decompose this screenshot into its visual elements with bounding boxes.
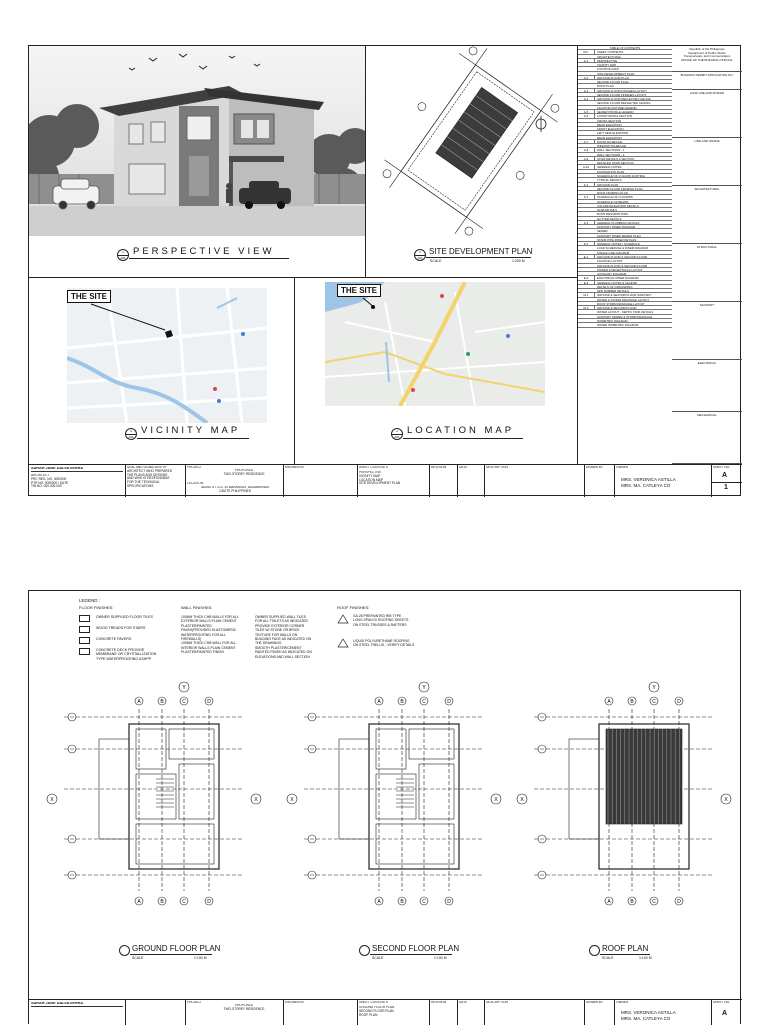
toc-row-text: WATER LAYOUT - SEPTIC TANK DETAILS bbox=[597, 310, 654, 315]
toc-row-text: SANITARY RISER SEWER PLAN bbox=[597, 233, 641, 238]
category-block: BUILDING PERMIT APPLICATION NO. bbox=[672, 72, 742, 90]
architect-name: SARAH JANE DALVATIERRA bbox=[31, 467, 123, 472]
category-block: ARCHITECTURAL bbox=[672, 186, 742, 244]
perspective-panel bbox=[29, 46, 366, 278]
location-map bbox=[325, 282, 545, 406]
person bbox=[226, 183, 232, 203]
toc-row-text: SCHEDULE OF COLUMN FOOTING bbox=[597, 173, 645, 178]
toc-row-text: SCHEDULE OF BEAMS bbox=[597, 199, 629, 204]
owner-label-2: OWNER bbox=[616, 1001, 629, 1004]
date-label: DATE bbox=[459, 466, 468, 469]
toc-row-text: ROOF PLAN bbox=[597, 84, 614, 89]
grid-label: C bbox=[652, 899, 656, 905]
toc-row-text: FRONT ELEVATION bbox=[597, 127, 624, 132]
toc-row-text: SECOND FLOOR FINISHES LAYOUT bbox=[597, 92, 647, 97]
drawing-sheet-1 bbox=[28, 45, 741, 496]
grid-axis-x-label: X bbox=[494, 797, 498, 803]
toc-row-text: GENERAL PLUMBING DETAILS bbox=[597, 220, 640, 225]
vicinity-panel bbox=[29, 278, 295, 464]
floor-legend-text: CONCRETE DECK PROVIDE MEMBRANE OR CRYSTALLIZATION TYPE WATERPROOFING ASHPP bbox=[96, 648, 157, 661]
location-underline bbox=[403, 438, 523, 439]
project-label-2: PROJECT bbox=[187, 1001, 202, 1004]
toc-row-text: STAND PIPE RISER DETAILS bbox=[597, 237, 637, 242]
toc-row-number: M-2 bbox=[578, 306, 595, 310]
grid-axis-y-label: Y bbox=[652, 685, 656, 691]
site-ref-bubble: 2 A01 bbox=[414, 249, 426, 261]
plan-scale-value: 1:100 M bbox=[434, 956, 447, 960]
location-title: LOCATION MAP bbox=[407, 425, 515, 436]
toc-row-text: REAR ELEVATION bbox=[597, 122, 622, 127]
drawn-by-label-2: DRAWN BY bbox=[586, 1001, 604, 1004]
toc-row-number: A-9 bbox=[578, 157, 595, 161]
plan-scale-label: SCALE bbox=[602, 956, 614, 960]
plan-title-underline bbox=[130, 954, 212, 955]
grid-label: A bbox=[377, 899, 381, 905]
grid-label: D bbox=[447, 699, 451, 705]
grid-axis-x-label: X bbox=[290, 797, 294, 803]
category-list bbox=[672, 46, 742, 464]
north-arrow-icon bbox=[536, 116, 546, 132]
roof-item-2: LIQUID POLYURETHANE ROOFING ON STEEL TRELLIS - VERIFY DETAILS bbox=[353, 639, 415, 648]
toc-row-text: DOOR SCHEDULE bbox=[597, 139, 623, 144]
category-block: STRUCTURAL bbox=[672, 244, 742, 302]
grid-label: D bbox=[447, 899, 451, 905]
site-plan-drawing bbox=[366, 46, 577, 236]
wall-finishes-col1: 100MM THICK CHB WALLS FOR ALL EXTERIOR WALLS PLAIN CEMENT PLASTER/PAINTED FINISH(PROVIDED ELASTOMERIC WATERPROOFING FOR ALL FIREWALLS) 100MM THICK CHB WALL FOR ALL INTERIOR WALLS PLAIN CEMENT PLASTER/PAINTED FINISH bbox=[181, 615, 239, 655]
vicinity-underline bbox=[137, 438, 249, 439]
toc-row-text: COLUMN ELEVATION DETAILS bbox=[597, 203, 639, 208]
sheet-letter-2: A bbox=[722, 1010, 728, 1017]
toc-row-text: GENERAL NOTES / SCHEDULE bbox=[597, 242, 640, 247]
plan-title: GROUND FLOOR PLAN bbox=[132, 944, 221, 953]
legend-swatch-icon bbox=[79, 626, 90, 633]
plan-drawing bbox=[514, 679, 734, 939]
drawing-sheet-2 bbox=[28, 590, 741, 1024]
toc-row-text: STAIR DETAILS & SECTION bbox=[597, 156, 635, 161]
toc-row-number: A-6 bbox=[578, 114, 595, 118]
plan-ref-bubble bbox=[359, 945, 370, 956]
grid-label: C bbox=[182, 899, 186, 905]
perspective-title: PERSPECTIVE VIEW bbox=[133, 246, 275, 257]
grid-axis-x-label: X bbox=[254, 797, 258, 803]
grid-axis-x-label: X bbox=[50, 797, 54, 803]
floor-legend-item bbox=[79, 626, 145, 633]
grid-axis-x-label: X bbox=[520, 797, 524, 803]
owner-name: MRS. VERONICA ASTILLA MRS. MA. CATLEYA CO bbox=[621, 477, 676, 488]
sheet-no-label-2: SHEET NO. bbox=[713, 1001, 731, 1004]
toc-row-number: A-1 bbox=[578, 59, 595, 63]
toc-row-text: SEWER bbox=[597, 229, 608, 234]
toc-row-number: E-2 bbox=[578, 276, 595, 280]
location-site-label: THE SITE bbox=[337, 284, 381, 297]
toc-row-number: A-3 bbox=[578, 89, 595, 93]
plan-drawing bbox=[44, 679, 264, 939]
toc-row-text: SINGLE LINE DIAGRAM bbox=[597, 250, 630, 255]
toc-row-number: S-3 bbox=[578, 221, 595, 225]
sheet-number: 1 bbox=[724, 484, 728, 491]
location-label: LOCATION bbox=[187, 482, 204, 485]
toc-row-text: GENERAL NOTES & LEGEND bbox=[597, 280, 637, 285]
plan-ref-bubble bbox=[119, 945, 130, 956]
toc-row-text: VICINITY MAP bbox=[597, 63, 617, 68]
grid-label: A bbox=[137, 699, 141, 705]
floor-finishes-title: FLOOR FINISHES: bbox=[79, 605, 114, 610]
toc-row-number: E-1 bbox=[578, 255, 595, 259]
plan-ref-bubble bbox=[589, 945, 600, 956]
revision-label: REVISION bbox=[431, 466, 447, 469]
architect-name-2: SARAH JANE DALVATIERRA bbox=[31, 1002, 123, 1007]
grid-label: A bbox=[607, 899, 611, 905]
location-pointer bbox=[361, 296, 381, 310]
sheet-no-label: SHEET NO. bbox=[713, 466, 731, 469]
grid-label: D bbox=[207, 699, 211, 705]
grid-axis-y-label: Y bbox=[182, 685, 186, 691]
location-text: TAGBO ST. LOT 20 BARANGAY, DASMARIÑAS, CAVITE PHILIPPINES bbox=[200, 486, 270, 493]
toc-row-text: PERSPECTIVE bbox=[597, 58, 618, 63]
toc-row-text: WATER & STORM DRAINAGE LAYOUT bbox=[597, 297, 650, 302]
location-ref-bubble: 4 A01 bbox=[391, 428, 403, 440]
toc-row-text: TYPICAL DETAILS bbox=[597, 178, 622, 183]
toc-row-text: REAR ELEVATION bbox=[597, 135, 622, 140]
date-label-2: DATE bbox=[459, 1001, 468, 1004]
toc-row-text: CROSS SECTION bbox=[597, 118, 621, 123]
site-dev-underline bbox=[426, 257, 531, 258]
toc-row-number: A-5 bbox=[578, 110, 595, 114]
toc-row-text: SECOND FLOOR REFLECTED CEILING bbox=[597, 101, 651, 106]
roof-item-1: GA.26 PREPAINTED RIB TYPE LONG SPAN GI ROOFING SHEETS ON STEEL TRUSSES & RAFTERS bbox=[353, 614, 409, 627]
plan-scale-label: SCALE bbox=[132, 956, 144, 960]
toc-row-text: GROUND FLOOR & SECOND FLOOR bbox=[597, 255, 648, 260]
toc-row-text: GROUND FLOOR REFLECTED CEILING bbox=[597, 97, 651, 102]
toc-row-text: SEWER PROFILE LEGEND bbox=[597, 109, 634, 114]
title-block-2 bbox=[29, 1000, 742, 1025]
sheet-letter: A bbox=[722, 472, 728, 479]
project-name: PROPOSED TWO-STOREY RESIDENCE bbox=[223, 469, 265, 476]
toc-row-text: LEFT SIDE ELEVATION bbox=[597, 131, 629, 136]
permit-categories bbox=[672, 46, 742, 464]
location-panel bbox=[295, 278, 577, 464]
toc-row-number: A-7 bbox=[578, 140, 595, 144]
project-label: PROJECT bbox=[187, 466, 202, 469]
plan-scale-value: 1:100 M bbox=[194, 956, 207, 960]
toc-row-text: POWER & RECEPTACLE LAYOUT bbox=[597, 267, 643, 272]
perspective-render bbox=[29, 46, 365, 236]
grid-label: B bbox=[160, 699, 164, 705]
description-label: DESCRIPTION bbox=[486, 466, 508, 469]
grid-label: C bbox=[182, 699, 186, 705]
grid-axis-x-label: X bbox=[724, 797, 728, 803]
legend-swatch-icon bbox=[79, 648, 90, 655]
plan-title: SECOND FLOOR PLAN bbox=[372, 944, 460, 953]
toc-row-text: WALL SECTIONS - 2 bbox=[597, 152, 625, 157]
category-block: LINE AND GRADE bbox=[672, 138, 742, 186]
site-dev-scale-value: 1:200 M bbox=[512, 259, 525, 263]
engineers-label: ENGINEERS bbox=[285, 466, 304, 469]
revision-label-2: REVISION bbox=[431, 1001, 447, 1004]
grid-label: B bbox=[400, 899, 404, 905]
category-block: SANITARY bbox=[672, 302, 742, 360]
roof-note-icon-1 bbox=[337, 614, 349, 624]
floor-legend-item bbox=[79, 615, 153, 622]
toc-row-text: GENERAL NOTES bbox=[597, 165, 622, 170]
category-block: LAND USE AND ZONING bbox=[672, 90, 742, 138]
architect-details: ARCHITECT PRC REG. NO. 0000000 PTR NO. 0000000 / DATE TIN NO. 000-000-000 bbox=[31, 474, 69, 489]
legend-title: LEGEND : bbox=[79, 598, 101, 603]
toc-row-number: M-1 bbox=[578, 293, 595, 297]
grid-label: D bbox=[677, 899, 681, 905]
grid-label: D bbox=[207, 899, 211, 905]
grid-axis-y-label: Y bbox=[422, 685, 426, 691]
category-block: MECHANICAL bbox=[672, 412, 742, 464]
plan-title-underline bbox=[600, 954, 650, 955]
roof-finishes-title: ROOF FINISHES: bbox=[337, 605, 370, 610]
description-label-2: DESCRIPTION bbox=[486, 1001, 508, 1004]
toc-row-text: WALL SECTIONS - 1 bbox=[597, 148, 625, 153]
toc-row-text: GROUND FLOOR FINISHES LAYOUT bbox=[597, 88, 647, 93]
toc-row-text: SECOND FLOOR PLAN bbox=[597, 80, 629, 85]
vicinity-pointer bbox=[89, 302, 169, 334]
plan-drawing bbox=[284, 679, 504, 939]
toc-row-text: ARCHITECTURAL bbox=[597, 54, 622, 59]
title-block-1 bbox=[29, 465, 742, 497]
toc-header: NO. SHEET CONTENTS bbox=[578, 50, 672, 54]
category-block: ELECTRICAL bbox=[672, 360, 742, 412]
toc-row-number: S-2 bbox=[578, 195, 595, 199]
grid-label: C bbox=[422, 699, 426, 705]
plan-panel bbox=[514, 679, 734, 969]
floor-legend-text: WOOD TREADS FOR STAIRS bbox=[96, 626, 146, 630]
toc-row-text: FOUNDATION PLAN bbox=[597, 169, 625, 174]
toc-row-text: DETAILED STAIR SECTION bbox=[597, 161, 634, 166]
toc-row-text: ROOF FRAMING PLAN bbox=[597, 191, 628, 196]
plan-scale-value: 1:100 M bbox=[639, 956, 652, 960]
floor-legend-text: CONCRETE PAVERS bbox=[96, 637, 132, 641]
site-development-panel bbox=[366, 46, 577, 278]
grid-label: C bbox=[422, 899, 426, 905]
grid-label: B bbox=[630, 899, 634, 905]
toc-row-number: E-3 bbox=[578, 281, 595, 285]
site-dev-scale-label: SCALE bbox=[430, 259, 442, 263]
toc-row-text: GROUND & SECOND FLOOR bbox=[597, 306, 637, 311]
toc-row-text: SPD NUMBER DETAILS bbox=[597, 289, 629, 294]
seal-notes: SEAL AND SIGNATURE OF ARCHITECT WHO PREPARED THE PLANS AND DESIGNS AND WHO IS RESPONSIBLE FOR THE TECHNICAL SPECIFICATIONS bbox=[127, 466, 173, 488]
toc-row-text: ROOF STORM DRAINAGE LAYOUT bbox=[597, 301, 645, 306]
toc-row-number: A-4 bbox=[578, 97, 595, 101]
toc-row-text: LIGHTING LAYOUT bbox=[597, 259, 623, 264]
wall-finishes-title: WALL FINISHES: bbox=[181, 605, 213, 610]
engineers-label-2: ENGINEERS bbox=[285, 1001, 304, 1004]
wall-finishes-col2: OWNER SUPPLIED WALL TILES FOR ALL TOILETS AS INDICATED PROVIDE EXTERIOR CORNER TILES W/ STONE OR BRICK TEXTURE FOR WALLS ON BUILDING FACE AS INDICATED ON THE DRAWINGS SMOOTH PLASTER/CEMENT PAINTED FINISH AS INDICATED ON ELEVATIONS AND WALL SECTION bbox=[255, 615, 312, 659]
owner-name-2: MRS. VERONICA ASTILLA MRS. MA. CATLEYA CO bbox=[621, 1010, 676, 1021]
vicinity-title: VICINITY MAP bbox=[141, 425, 241, 436]
sheet-contents: PERSPECTIVE VICINITY MAP LOCATION MAP SITE DEVELOPMENT PLAN bbox=[359, 471, 401, 486]
toc-row-text: SECOND FLOOR FRAMING PLAN bbox=[597, 186, 643, 191]
toc-row-text: ISOMETRIC DIAGRAM bbox=[597, 319, 628, 323]
perspective-ref-bubble: 1 A01 bbox=[117, 249, 129, 261]
plan-panel bbox=[284, 679, 504, 969]
toc-row-text: AUXILIARY DIAGRAM bbox=[597, 272, 627, 277]
vicinity-site-label: THE SITE bbox=[67, 290, 111, 303]
toc-row-text: WATER ISOMETRIC DIAGRAM bbox=[597, 323, 639, 328]
grid-label: A bbox=[377, 699, 381, 705]
toc-row-number: P-1 bbox=[578, 242, 595, 246]
legend-swatch-icon bbox=[79, 615, 90, 622]
toc-row-number: S-1 bbox=[578, 183, 595, 187]
toc-row-text: LIGHTING FIXTURE LEGEND bbox=[597, 105, 637, 110]
owner-label: OWNER bbox=[616, 466, 629, 469]
floor-legend-item bbox=[79, 637, 131, 644]
floor-legend-item bbox=[79, 648, 156, 661]
toc-row-text: SCHEDULE OF COLUMNS bbox=[597, 195, 633, 200]
toc-row-number: A-2 bbox=[578, 76, 595, 80]
grid-label: B bbox=[630, 699, 634, 705]
toc-row-text: ELECTRICAL RISER DIAGRAM bbox=[597, 276, 639, 281]
roof-note-icon-2 bbox=[337, 638, 349, 648]
grid-label: A bbox=[607, 699, 611, 705]
floor-legend-text: OWNER SUPPLIED FLOOR TILES bbox=[96, 615, 153, 619]
grid-label: A bbox=[137, 899, 141, 905]
vicinity-ref-bubble: 3 A01 bbox=[125, 428, 137, 440]
toc-rows bbox=[578, 55, 672, 328]
toc-row-text: LOCATION MAP bbox=[597, 67, 619, 72]
project-name-2: PROPOSED TWO-STOREY RESIDENCE bbox=[223, 1004, 265, 1011]
toc-row-text: SANITARY RISER DIAGRAM bbox=[597, 225, 636, 230]
site-dev-title: SITE DEVELOPMENT PLAN bbox=[429, 247, 533, 256]
sheet-contents-2: GROUND FLOOR PLAN SECOND FLOOR PLAN ROOF PLAN bbox=[359, 1006, 395, 1017]
toc-row-text: GUTTER DETAILS bbox=[597, 216, 622, 221]
toc-row-text: DETAILS OF GROUNDING bbox=[597, 284, 633, 289]
plan-title-underline bbox=[370, 954, 452, 955]
toc-row-text: SLAB DETAILS bbox=[597, 208, 618, 213]
category-block: Republic of the Philippines Department of Public Works Transportation and Communication OFFICE OF THE BUILDING OFFICIAL bbox=[672, 46, 742, 72]
toc-row-text: GROUND PLAN bbox=[597, 182, 619, 187]
perspective-title-underline bbox=[129, 258, 289, 259]
table-of-contents bbox=[577, 46, 672, 464]
toc-row-text: WINDOW SCHEDULE bbox=[597, 144, 627, 149]
toc-row-text: LOAD SCHEDULE & RISER DIAGRAM bbox=[597, 246, 649, 251]
toc-row-number: A-10 bbox=[578, 165, 595, 169]
legend-swatch-icon bbox=[79, 637, 90, 644]
grid-label: B bbox=[400, 699, 404, 705]
toc-row bbox=[578, 323, 672, 327]
grid-label: B bbox=[160, 899, 164, 905]
drawn-by-label: DRAWN BY bbox=[586, 466, 604, 469]
toc-row-text: SANITARY SEWER & STORM DRAINAGE bbox=[597, 314, 653, 319]
toc-row-text: GROUND FLOOR & SECOND FLOOR bbox=[597, 263, 648, 268]
plan-scale-label: SCALE bbox=[372, 956, 384, 960]
toc-row-text: LONGITUDINAL SECTION bbox=[597, 114, 632, 119]
toc-row-text: SITE DEVELOPMENT PLAN bbox=[597, 71, 635, 76]
plan-title: ROOF PLAN bbox=[602, 944, 649, 953]
sheet-contents-label-2: SHEET CONTENTS bbox=[359, 1001, 388, 1004]
toc-row-text: GROUND FLOOR PLAN bbox=[597, 75, 629, 80]
grid-label: C bbox=[652, 699, 656, 705]
toc-row-number: A-8 bbox=[578, 148, 595, 152]
toc-row-text: ROOF DESCRIPTIONS bbox=[597, 212, 628, 217]
sheet-contents-label: SHEET CONTENTS bbox=[359, 466, 388, 469]
grid-label: D bbox=[677, 699, 681, 705]
toc-title: TABLE OF CONTENTS bbox=[578, 46, 672, 50]
toc-row-text: GROUND & SECOND FLOOR SANITARY bbox=[597, 293, 652, 298]
plan-panel bbox=[44, 679, 264, 969]
